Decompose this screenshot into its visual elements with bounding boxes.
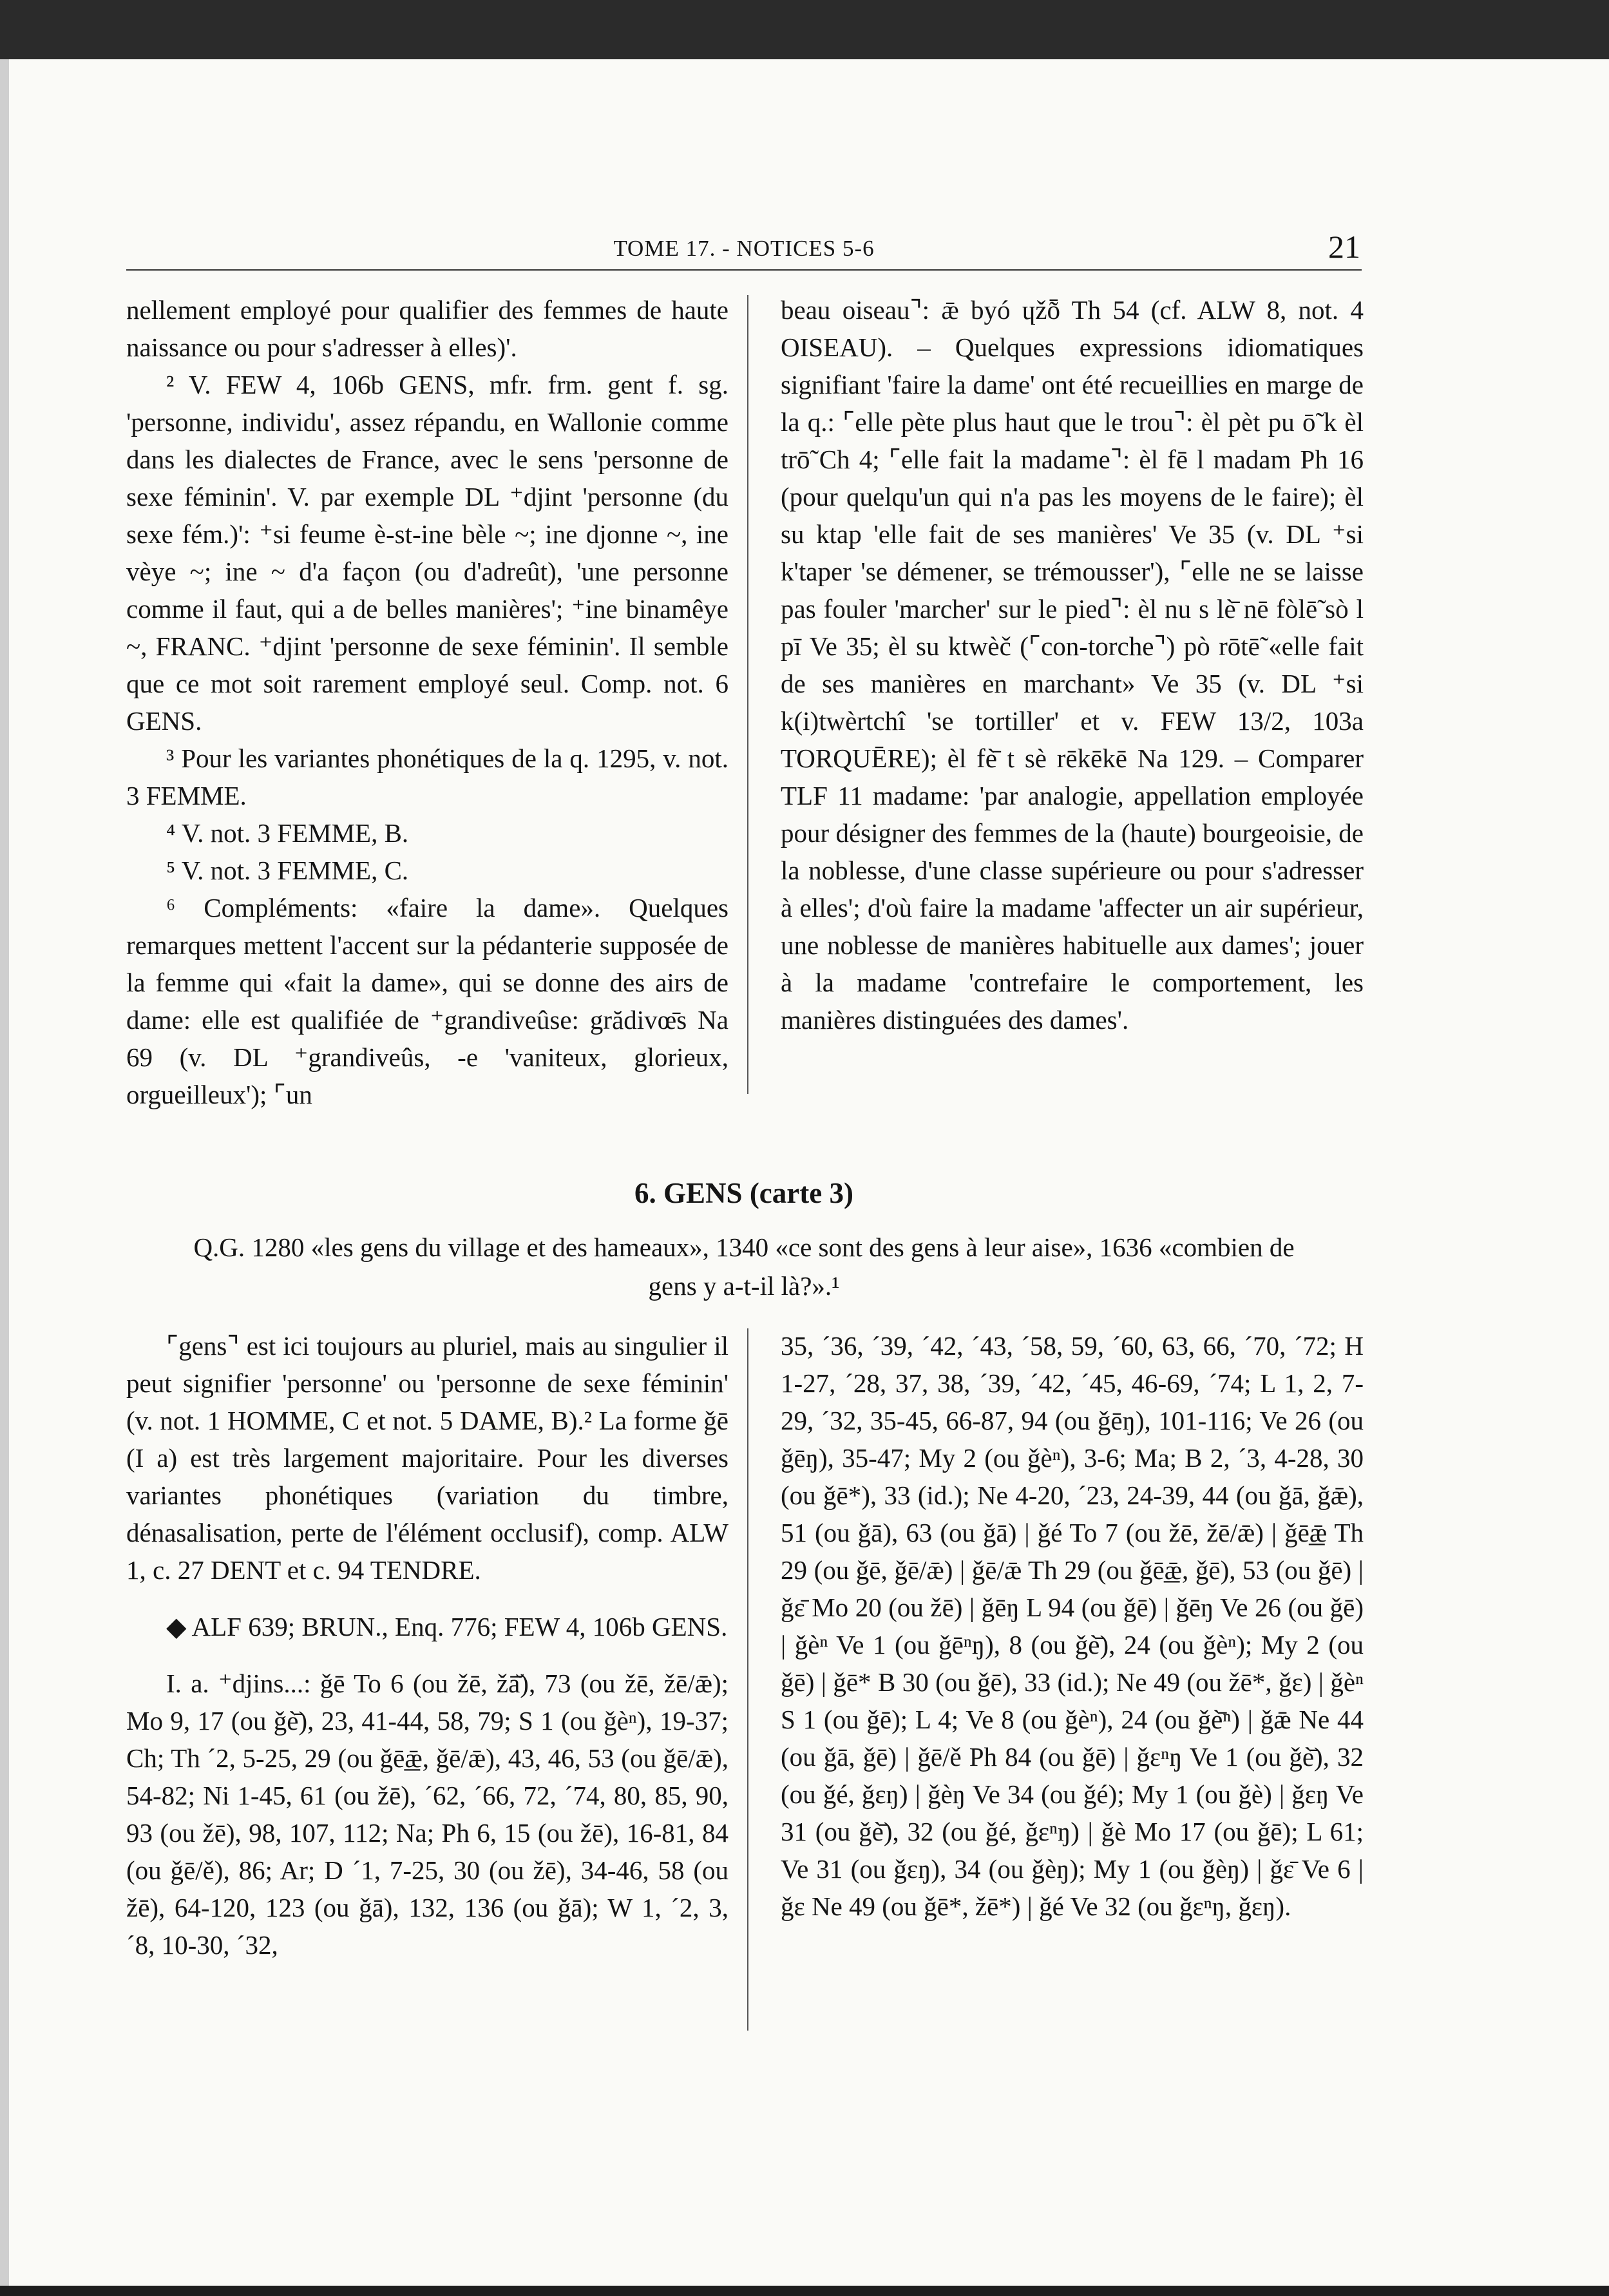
footnote-5: ⁵ V. not. 3 FEMME, C. <box>166 856 409 885</box>
footnote-2: ² V. FEW 4, 106b GENS, mfr. frm. gent f. sg. 'personne, individu', assez répandu, en Wallonie comme dans les dialectes de France, avec le sens 'personne de sexe féminin'. V. par exemple DL ⁺djint 'personne (du sexe fém.)': ⁺si feume è-st-ine bèle ~; ine djonne ~, ine vèye ~; ine ~ d'a façon (ou d'adreût), 'une personne comme il faut, qui a de belles manières'; ⁺ine binamêye ~, FRANC. ⁺djint 'personne de sexe féminin'. Il semble que ce mot soit rarement employé seul. Comp. not. 6 GENS. <box>126 370 728 736</box>
page-number: 21 <box>1328 229 1360 265</box>
footnote-6-continuation: beau oiseau⌝: ǣ byó ɥžȭ Th 54 (cf. ALW 8, not. 4 OISEAU). – Quelques expressions idiomatiques signifiant 'faire la dame' ont été recueillies en marge de la q.: ⌜elle pète plus haut que le trou⌝: èl pèt pu ō̃ k èl trō̃ Ch 4; ⌜elle fait la madame⌝: èl fē l madam Ph 16 (pour quelqu'un qui n'a pas les moyens de le faire); èl su ktap 'elle fait de ses manières' Ve 35 (v. DL ⁺si k'taper 'se démener, se trémousser'), ⌜elle ne se laisse pas fouler 'marcher' sur le pied⌝: èl nu s lè̄ nē fòlē̃ sò l pī Ve 35; èl su ktwèč (⌜con-torche⌝) pò rōtē̃ «elle fait de ses manières en marchant» Ve 35 (v. DL ⁺si k(i)twèrtchî 'se tortiller' et v. FEW 13/2, 103a TORQUĒRE); èl fè̄ t sè rēkēkē Na 129. – Comparer TLF 11 madame: 'par analogie, appellation employée pour désigner des femmes de la (haute) bourgeoisie, de la noblesse, d'une classe supérieure ou pour s'adresser à elles'; d'où faire la madame 'affecter un air supérieur, une noblesse de manières habituelle aux dames'; jouer à la madame 'contrefaire le comportement, les manières distinguées des dames'. <box>781 295 1364 1035</box>
footnote-4: ⁴ V. not. 3 FEMME, B. <box>166 818 409 848</box>
body-right-column <box>781 1327 1364 1925</box>
running-title: TOME 17. - NOTICES 5-6 <box>613 236 875 261</box>
forms-continuation: 35, ´36, ´39, ´42, ´43, ´58, 59, ´60, 63, 66, ´70, ´72; H 1-27, ´28, 37, 38, ´39, ´42, ´45, 46-69, ´74; L 1, 2, 7-29, ´32, 35-45, 66-87, 94 (ou ǧēŋ), 101-116; Ve 26 (ou ǧēŋ), 35-47; My 2 (ou ǧèⁿ), 3-6; Ma; B 2, ´3, 4-28, 30 (ou ǧē*), 33 (id.); Ne 4-20, ´23, 24-39, 44 (ou ǧā, ǧǣ), 51 (ou ǧā), 63 (ou ǧā) | ǧé To 7 (ou žē, žē/ǣ) | ǧē͟ǣ Th 29 (ou ǧē, ǧē/ǣ) | ǧē/ǣ Th 29 (ou ǧē͟ǣ, ǧē), 53 (ou ǧē) | ǧɛ̄ Mo 20 (ou žē) | ǧēŋ L 94 (ou ǧē) | ǧēŋ Ve 26 (ou ǧē) | ǧèⁿ Ve 1 (ou ǧēⁿŋ), 8 (ou ǧè̄), 24 (ou ǧèⁿ); My 2 (ou ǧē) | ǧē* B 30 (ou ǧē), 33 (id.); Ne 49 (ou žē*, ǧɛ) | ǧèⁿ S 1 (ou ǧē); L 4; Ve 8 (ou ǧèⁿ), 24 (ou ǧè̄ⁿ) | ǧǣ Ne 44 (ou ǧā, ǧē) | ǧē/ě Ph 84 (ou ǧē) | ǧɛⁿŋ Ve 1 (ou ǧè̄), 32 (ou ǧé, ǧɛŋ) | ǧèŋ Ve 34 (ou ǧé); My 1 (ou ǧè) | ǧɛŋ Ve 31 (ou ǧè̄), 32 (ou ǧé, ǧɛⁿŋ) | ǧè Mo 17 (ou ǧē); L 61; Ve 31 (ou ǧɛŋ), 34 (ou ǧèŋ); My 1 (ou ǧèŋ) | ǧɛ̄ Ve 6 | ǧɛ Ne 49 (ou ǧē*, žē*) | ǧé Ve 32 (ou ǧɛⁿŋ, ǧɛŋ). <box>781 1331 1364 1921</box>
section-title: 6. GENS (carte 3) <box>634 1177 853 1209</box>
questionnaire-reference: Q.G. 1280 «les gens du village et des hameaux», 1340 «ce sont des gens à leur aise», 1636 «combien de gens y a-t-il là?».¹ <box>193 1232 1295 1301</box>
footnote-continuation: nellement employé pour qualifier des femmes de haute naissance ou pour s'adresser à elles)'. <box>126 295 728 362</box>
column-divider <box>747 295 748 1094</box>
footnote-3: ³ Pour les variantes phonétiques de la q. 1295, v. not. 3 FEMME. <box>126 743 728 810</box>
running-header <box>126 224 1362 271</box>
footnotes-left-column <box>126 291 728 1113</box>
forms-paragraph: I. a. ⁺djins...: ǧē To 6 (ou žē, žā̆), 73 (ou žē, žē/ǣ); Mo 9, 17 (ou ǧè̄), 23, 41-44, 58, 79; S 1 (ou ǧèⁿ), 19-37; Ch; Th ´2, 5-25, 29 (ou ǧē͟ǣ, ǧē/ǣ), 43, 46, 53 (ou ǧē/ǣ), 54-82; Ni 1-45, 61 (ou žē), ´62, ´66, 72, ´74, 80, 85, 90, 93 (ou žē), 98, 107, 112; Na; Ph 6, 15 (ou žē), 16-81, 84 (ou ǧē/ě), 86; Ar; D ´1, 7-25, 30 (ou žē), 34-46, 58 (ou žē), 64-120, 123 (ou ǧā), 132, 136 (ou ǧā); W 1, ´2, 3, ´8, 10-30, ´32, <box>126 1669 728 1960</box>
scan-border <box>0 2286 1609 2296</box>
footnote-6: ⁶ Compléments: «faire la dame». Quelques remarques mettent l'accent sur la pédanterie supposée de la femme qui «fait la dame», qui se donne des airs de dame: elle est qualifiée de ⁺grandiveûse: grădivœ̄s Na 69 (v. DL ⁺grandiveûs, -e 'vaniteux, glorieux, orgueilleux'); ⌜un <box>126 893 728 1109</box>
body-left-column <box>126 1327 728 1964</box>
commentary-paragraph: ⌜gens⌝ est ici toujours au pluriel, mais au singulier il peut signifier 'personne' ou 'personne de sexe féminin' (v. not. 1 HOMME, C et not. 5 DAME, B).² La forme ǧē (I a) est très largement majoritaire. Pour les diverses variantes phonétiques (variation du timbre, dénasalisation, perte de l'élément occlusif), comp. ALW 1, c. 27 DENT et c. 94 TENDRE. <box>126 1331 728 1585</box>
page-edge <box>0 59 9 2296</box>
footnotes-right-column <box>781 291 1364 1038</box>
column-divider <box>747 1328 748 2031</box>
bibliography-paragraph: ◆ ALF 639; BRUN., Enq. 776; FEW 4, 106b GENS. <box>166 1612 728 1641</box>
